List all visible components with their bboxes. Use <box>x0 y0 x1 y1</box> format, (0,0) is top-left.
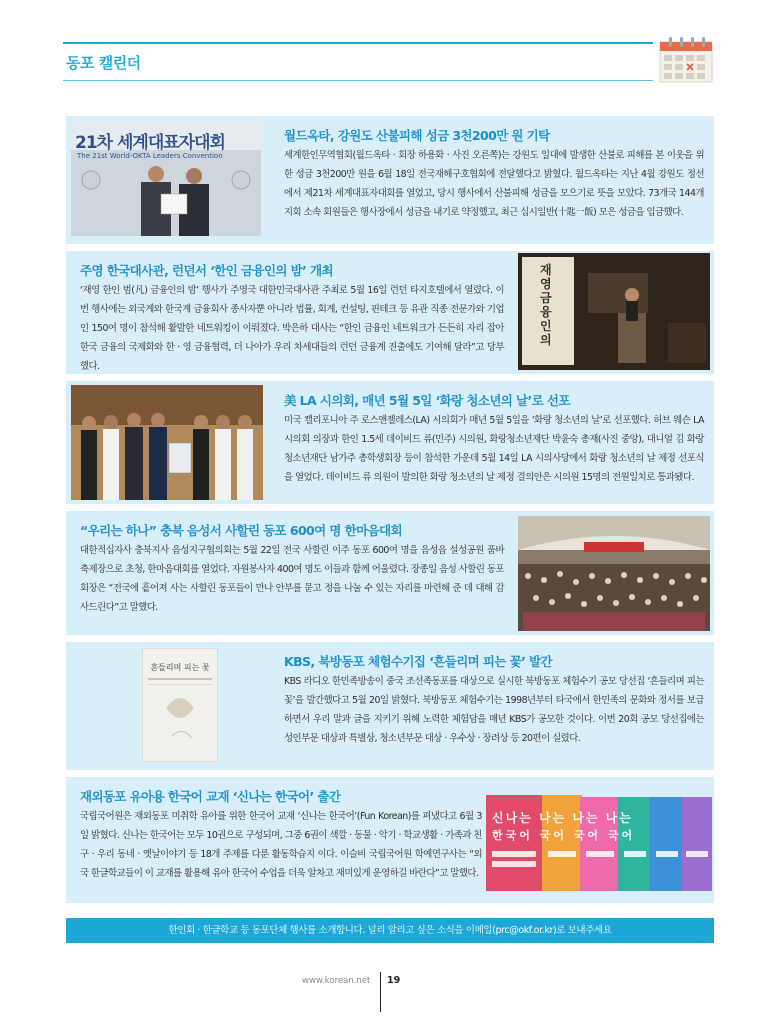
article-photo-4 <box>518 516 710 631</box>
calendar-icon <box>658 36 714 84</box>
section-title: 동포 캘린더 <box>66 54 141 72</box>
article-photo-6 <box>486 789 712 891</box>
article-card-2 <box>66 251 714 374</box>
article-body-4: 대한적십자사 충북지사 음성지구협의회는 5월 22일 전국 사할린 이주 동포 600여 명을 음성읍 설성공원 품바 축제장으로 초청, 한마음대회를 열었다. 자원봉사자 400여 명도 이들과 함께 어울렸다. 장종일 음성 사할린 동포 회장은 “전국에 흩어져 사는 사할린 동포들이 만나 안부를 묻고 정을 나눌 수 있는 자리를 마련해 준 데 대해 감사드린다”고 말했다. <box>80 545 504 613</box>
article-title-3: 美 LA 시의회, 매년 5월 5일 ‘화랑 청소년의 날’로 선포 <box>284 393 570 408</box>
article-photo-banner-5: 흔들리며 피는 꽃 <box>150 663 210 672</box>
article-card-4 <box>66 511 714 635</box>
article-title-2: 주영 한국대사관, 런던서 ‘한인 금융인의 밤’ 개최 <box>80 263 333 278</box>
article-photo-banner-1: 21차 세계대표자대회 <box>75 133 225 153</box>
article-card-6 <box>66 777 714 903</box>
header-rule-top <box>63 42 653 44</box>
article-card-3 <box>66 381 714 504</box>
site-url: www.korean.net <box>302 976 371 986</box>
page-divider <box>380 972 381 1012</box>
article-body-1: 세계한인무역협회(월드옥타 · 회장 하용화 · 사진 오른쪽)는 강원도 일대에 발생한 산불로 피해를 본 이웃을 위한 성금 3천200만 원을 6월 18일 전국재해구호협회에 전달했다고 밝혔다. 월드옥타는 지난 4월 강원도 정선에서 제21차 세계대표자대회를 열었고, 당시 행사에서 산불피해 성금을 모으기로 뜻을 모았다. 73개국 144개 지회 소속 회원들은 행사장에서 성금을 내기로 약정했고, 최근 십시일반(十匙一飯) 모은 성금을 입금했다. <box>284 150 704 218</box>
footer-banner: 한인회 · 한글학교 등 동포단체 행사를 소개합니다. 널리 알리고 싶은 소식을 이메일(prc@okf.or.kr)로 보내주세요 <box>66 918 714 943</box>
article-title-6: 재외동포 유아용 한국어 교재 ‘신나는 한국어’ 출간 <box>80 789 341 804</box>
article-photo-banner-bottom-6: 한국어 국어 국어 국어 <box>492 829 636 842</box>
article-photo-1 <box>71 122 261 236</box>
article-title-4: “우리는 하나” 충북 음성서 사할린 동포 600여 명 한마음대회 <box>80 523 402 538</box>
article-body-6: 국립국어원은 재외동포 미취학 유아를 위한 한국어 교재 ‘신나는 한국어’(Fun Korean)를 펴냈다고 6월 3일 밝혔다. 신나는 한국어는 모두 10권으로 구성되며, 그중 6권이 색깔 · 동물 · 악기 · 학교생활 · 가족과 친구 · 우리 동네 · 옛날이야기 등 18개 주제를 다룬 활동학습지 이다. 이슬비 국립국어원 학예연구사는 “외국 한글학교들이 이 교재를 활용해 유아 한국어 수업을 더욱 알차고 재미있게 운영하길 바란다”고 말했다. <box>80 811 482 879</box>
article-photo-banner-sub-1: The 21st World-OKTA Leaders Convention <box>77 152 223 160</box>
page-number: 19 <box>387 975 401 986</box>
article-photo-3 <box>71 385 263 500</box>
article-body-3: 미국 캘리포니아 주 로스앤젤레스(LA) 시의회가 매년 5월 5일을 ‘화랑 청소년의 날’로 선포했다. 허브 웨슨 LA시의회 의장과 한인 1.5세 데이비드 류(민주) 시의원, 화랑청소년재단 박윤숙 총재(사진 중앙), 대니얼 김 화랑청소년재단 남가주 총학생회장 등이 참석한 가운데 5월 14일 LA 시의사당에서 화랑 청소년의 날 제정 선포식을 열었다. 데이비드 류 의원이 발의한 화랑 청소년의 날 제정 결의안은 시의원 15명의 전원일치로 통과됐다. <box>284 415 704 483</box>
article-card-5 <box>66 642 714 770</box>
article-photo-banner-top-6: 신나는 나는 나는 나는 <box>492 811 633 825</box>
article-photo-5 <box>142 648 218 762</box>
article-body-2: ‘재영 한인 범(凡) 금융인의 밤’ 행사가 주영국 대한민국대사관 주최로 5월 16일 런던 타지호텔에서 열렸다. 이번 행사에는 외국계와 한국계 금융회사 종사자뿐 아니라 법률, 회계, 컨설팅, 핀테크 등 유관 직종 전문가와 기업인 150여 명이 참석해 활발한 네트워킹이 이뤄졌다. 박은하 대사는 “한인 금융인 네트워크가 든든히 자리 잡아 한국 금융의 국제화와 한 · 영 금융협력, 더 나아가 우리 차세대들의 런던 금융계 진출에도 기여해 달라”고 당부했다. <box>80 285 504 372</box>
article-body-5: KBS 라디오 한민족방송이 중국 조선족동포를 대상으로 실시한 북방동포 체험수기 공모 당선집 ‘흔들리며 피는 꽃’을 발간했다고 5월 20일 밝혔다. 북방동포 체험수기는 1998년부터 타국에서 한민족의 문화와 정서를 보급하면서 우리 말과 글을 지키기 위해 노력한 체험담을 매년 KBS가 공모한 것이다. 이번 20회 공모 당선집에는 성인부문 대상과 특별상, 청소년부문 대상 · 우수상 · 장려상 등 20편이 실렸다. <box>284 676 704 744</box>
article-photo-banner-2: 재영 금융인의 <box>540 263 552 347</box>
article-title-5: KBS, 북방동포 체험수기집 ‘흔들리며 피는 꽃’ 발간 <box>284 654 552 669</box>
header-rule-bottom <box>63 80 653 81</box>
article-card-1 <box>66 116 714 244</box>
article-title-1: 월드옥타, 강원도 산불피해 성금 3천200만 원 기탁 <box>284 128 550 143</box>
article-photo-2 <box>518 253 710 370</box>
